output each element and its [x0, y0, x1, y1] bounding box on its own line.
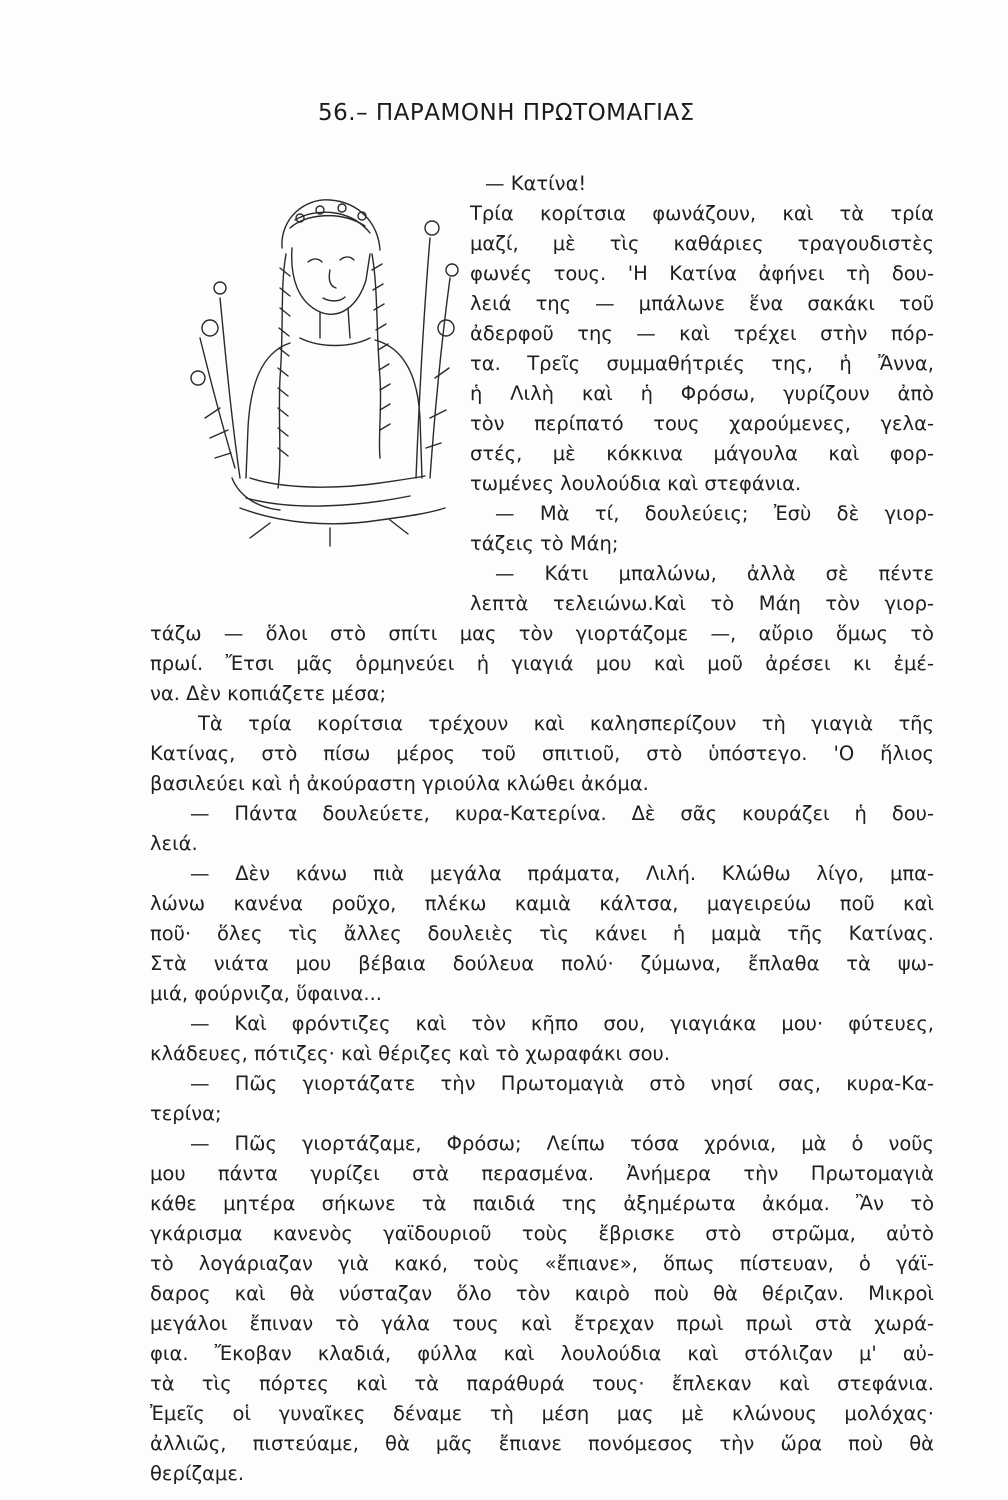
text-line: ποῦ· ὅλες τὶς ἄλλες δουλειὲς τὶς κάνει ἡ μαμὰ τῆς Κατίνας. — [150, 922, 934, 945]
text-line: θερίζαμε. — [150, 1462, 245, 1485]
text-line: — Καὶ φρόντιζες καὶ τὸν κῆπο σου, γιαγιάκα μου· φύτευες, — [190, 1012, 934, 1035]
text-line: Στὰ νιάτα μου βέβαια δούλευα πολύ· ζύμωνα, ἔπλαθα τὰ ψω- — [150, 952, 934, 975]
text-line: τερίνα; — [150, 1102, 222, 1125]
text-line: τὰ τὶς πόρτες καὶ τὰ παράθυρά τους· ἔπλεκαν καὶ στεφάνια. — [150, 1372, 934, 1395]
text-line: ἀδερφοῦ της — καὶ τρέχει στὴν πόρ- — [470, 322, 934, 345]
text-line: τωμένες λουλούδια καὶ στεφάνια. — [470, 472, 802, 495]
text-line: τάζεις τὸ Μάη; — [470, 532, 619, 555]
text-line: λεπτὰ τελειώνω.Καὶ τὸ Μάη τὸν γιορ- — [470, 592, 934, 615]
text-line: Ἐμεῖς οἱ γυναῖκες δέναμε τὴ μέση μας μὲ κλώνους μολόχας· — [150, 1402, 934, 1425]
text-line: φια. Ἔκοβαν κλαδιά, φύλλα καὶ λουλούδια καὶ στόλιζαν μ' αὐ- — [150, 1342, 934, 1365]
text-line: λειά της — μπάλωνε ἕνα σακάκι τοῦ — [470, 292, 934, 315]
text-line: — Πῶς γιορτάζατε τὴν Πρωτομαγιὰ στὸ νησί σας, κυρα-Κα- — [190, 1072, 934, 1095]
text-line: μιά, φούρνιζα, ὕφαινα... — [150, 982, 383, 1005]
text-line: — Δὲν κάνω πιὰ μεγάλα πράματα, Λιλή. Κλώθω λίγο, μπα- — [190, 862, 934, 885]
text-line: τὸν περίπατό τους χαρούμενες, γελα- — [470, 412, 934, 435]
text-line: μεγάλοι ἔπιναν τὸ γάλα τους καὶ ἔτρεχαν πρωὶ πρωὶ στὰ χωρά- — [150, 1312, 934, 1335]
text-line: ἀλλιῶς, πιστεύαμε, θὰ μᾶς ἔπιανε πονόμεσος τὴν ὥρα ποὺ θὰ — [150, 1432, 934, 1455]
chapter-title: 56.– ΠΑΡΑΜΟΝΗ ΠΡΩΤΟΜΑΓΙΑΣ — [318, 100, 695, 126]
text-line: τάζω — ὅλοι στὸ σπίτι μας τὸν γιορτάζομε —, αὔριο ὅμως τὸ — [150, 622, 934, 645]
text-line: — Κάτι μπαλώνω, ἀλλὰ σὲ πέντε — [495, 562, 934, 585]
text-line: — Κατίνα! — [485, 172, 587, 195]
text-line: στές, μὲ κόκκινα μάγουλα καὶ φορ- — [470, 442, 934, 465]
text-line: δαρος καὶ θὰ νύσταζαν ὅλο τὸν καιρὸ ποὺ θὰ θέριζαν. Μικροὶ — [150, 1282, 934, 1305]
text-line: λειά. — [150, 832, 198, 855]
text-line: τα. Τρεῖς συμμαθήτριές της, ἡ Ἄννα, — [470, 352, 934, 375]
text-line: μου πάντα γυρίζει στὰ περασμένα. Ἀνήμερα τὴν Πρωτομαγιὰ — [150, 1162, 934, 1185]
text-line: Τὰ τρία κορίτσια τρέχουν καὶ καλησπερίζουν τὴ γιαγιὰ τῆς — [198, 712, 934, 735]
text-line: — Μὰ τί, δουλεύεις; Ἐσὺ δὲ γιορ- — [495, 502, 934, 525]
text-line: — Πάντα δουλεύετε, κυρα-Κατερίνα. Δὲ σᾶς κουράζει ἡ δου- — [190, 802, 934, 825]
girl-with-braids-flowers-drawing-icon — [180, 178, 470, 558]
text-line: γκάρισμα κανενὸς γαϊδουριοῦ τοὺς ἔβρισκε στὸ στρῶμα, αὐτὸ — [150, 1222, 934, 1245]
text-line: μαζί, μὲ τὶς καθάριες τραγουδιστὲς — [470, 232, 934, 255]
text-line: κάθε μητέρα σήκωνε τὰ παιδιά της ἀξημέρωτα ἀκόμα. Ἂν τὸ — [150, 1192, 934, 1215]
text-line: Τρία κορίτσια φωνάζουν, καὶ τὰ τρία — [470, 202, 934, 225]
text-line: κλάδευες, πότιζες· καὶ θέριζες καὶ τὸ χωραφάκι σου. — [150, 1042, 671, 1065]
text-line: — Πῶς γιορτάζαμε, Φρόσω; Λείπω τόσα χρόνια, μὰ ὁ νοῦς — [190, 1132, 934, 1155]
text-line: τὸ λογάριαζαν γιὰ κακό, τοὺς «ἔπιανε», ὅπως πίστευαν, ὁ γάϊ- — [150, 1252, 934, 1275]
text-line: φωνές τους. 'Η Κατίνα ἀφήνει τὴ δου- — [470, 262, 934, 285]
text-line: λώνω κανένα ροῦχο, πλέκω καμιὰ κάλτσα, μαγειρεύω ποῦ καὶ — [150, 892, 934, 915]
text-line: Κατίνας, στὸ πίσω μέρος τοῦ σπιτιοῦ, στὸ ὑπόστεγο. 'Ο ἥλιος — [150, 742, 934, 765]
text-line: να. Δὲν κοπιάζετε μέσα; — [150, 682, 387, 705]
text-line: βασιλεύει καὶ ἡ ἀκούραστη γριούλα κλώθει ἀκόμα. — [150, 772, 649, 795]
text-line: πρωί. Ἔτσι μᾶς ὁρμηνεύει ἡ γιαγιά μου καὶ μοῦ ἀρέσει κι ἐμέ- — [150, 652, 934, 675]
text-line: ἡ Λιλὴ καὶ ἡ Φρόσω, γυρίζουν ἀπὸ — [470, 382, 934, 405]
